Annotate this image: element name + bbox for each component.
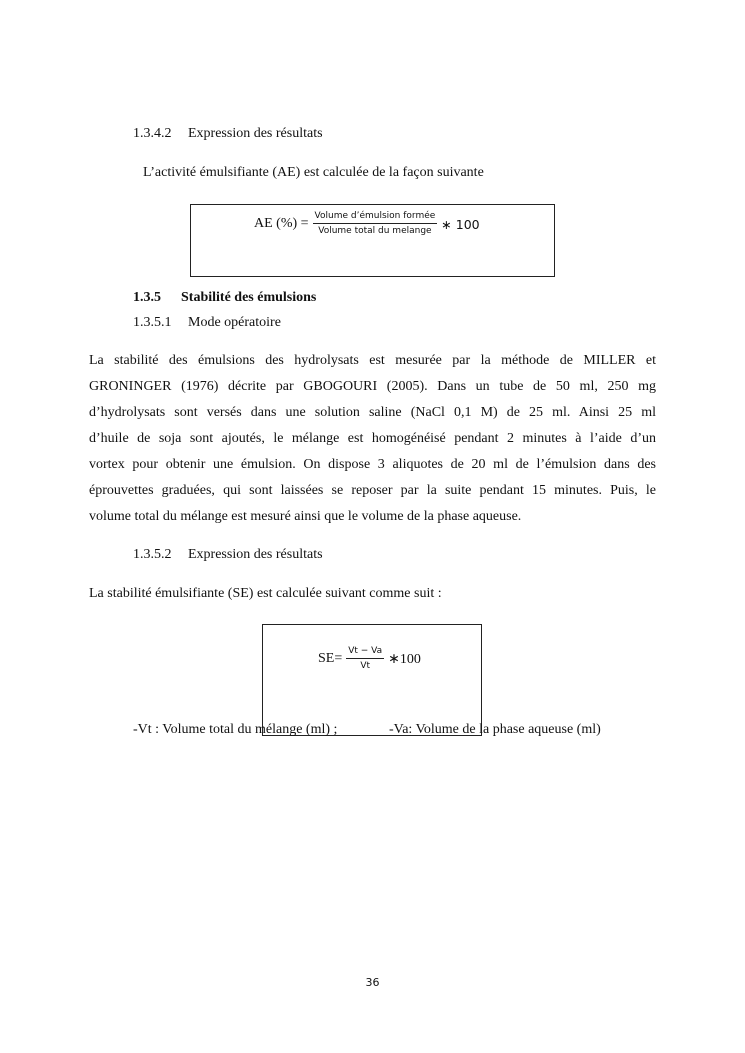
paragraph-line: d’huile de soja sont ajoutés, le mélange est homogénéisé pendant 2 minutes à l’aide d’un xyxy=(89,431,656,446)
se-denominator: Vt xyxy=(360,661,371,671)
ae-intro-text: L’activité émulsifiante (AE) est calculée de la façon suivante xyxy=(143,165,484,180)
paragraph-line: volume total du mélange est mesuré ainsi que le volume de la phase aqueuse. xyxy=(89,509,522,524)
section-title: Expression des résultats xyxy=(188,126,323,141)
se-multiplier: ∗100 xyxy=(388,651,421,667)
se-formula-box xyxy=(262,624,482,736)
method-paragraph xyxy=(89,348,656,530)
legend-va: -Va: Volume de la phase aqueuse (ml) xyxy=(389,722,601,737)
ae-denominator: Volume total du melange xyxy=(318,226,432,236)
paragraph-line: vortex pour obtenir une émulsion. On dispose 3 aliquotes de 20 ml de l’émulsion dans des xyxy=(89,457,656,472)
section-number: 1.3.5 xyxy=(133,290,161,305)
se-numerator: Vt − Va xyxy=(346,647,384,659)
section-title: Stabilité des émulsions xyxy=(181,290,317,305)
section-number: 1.3.5.1 xyxy=(133,315,172,330)
heading-1-3-4-2 xyxy=(133,126,323,142)
heading-1-3-5-1 xyxy=(133,315,281,331)
ae-numerator: Volume d’émulsion formée xyxy=(313,212,438,224)
heading-1-3-5 xyxy=(133,290,316,306)
paragraph-line: La stabilité des émulsions des hydrolysats est mesurée par la méthode de MILLER et xyxy=(89,353,656,368)
heading-1-3-5-2 xyxy=(133,547,323,563)
paragraph-line: d’hydrolysats sont versés dans une solution saline (NaCl 0,1 M) de 25 ml. Ainsi 25 ml xyxy=(89,405,656,420)
ae-formula xyxy=(254,212,480,236)
se-intro-text: La stabilité émulsifiante (SE) est calculée suivant comme suit : xyxy=(89,586,442,601)
section-title: Mode opératoire xyxy=(188,315,281,330)
section-number: 1.3.4.2 xyxy=(133,126,172,141)
ae-fraction xyxy=(313,212,438,236)
se-formula-lhs: SE= xyxy=(318,651,343,666)
page-number: 36 xyxy=(365,976,380,989)
ae-formula-lhs: AE (%) = xyxy=(254,216,309,231)
section-title: Expression des résultats xyxy=(188,547,323,562)
ae-multiplier: ∗ 100 xyxy=(441,216,480,232)
section-number: 1.3.5.2 xyxy=(133,547,172,562)
se-formula xyxy=(318,647,421,671)
se-fraction xyxy=(346,647,384,671)
legend-vt: -Vt : Volume total du mélange (ml) ; xyxy=(133,722,338,737)
paragraph-line: éprouvettes graduées, qui sont laissées se reposer par la suite pendant 15 minutes. Puis, le xyxy=(89,483,656,498)
paragraph-line: GRONINGER (1976) décrite par GBOGOURI (2005). Dans un tube de 50 ml, 250 mg xyxy=(89,379,656,394)
